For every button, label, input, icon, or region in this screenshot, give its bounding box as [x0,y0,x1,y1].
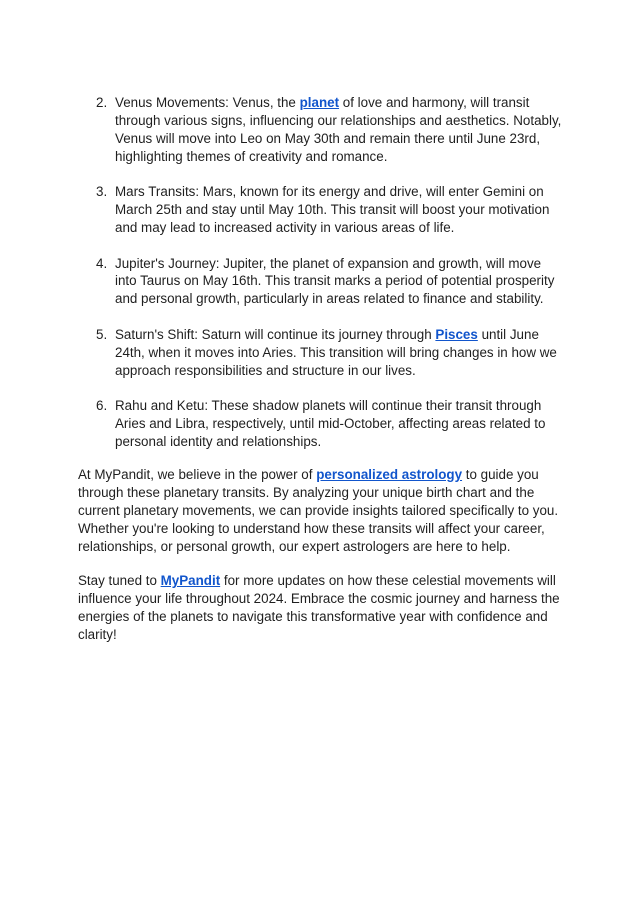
planetary-transit-list [78,94,562,468]
pisces-link[interactable]: Pisces [435,326,478,342]
personalized-astrology-link[interactable]: personalized astrology [316,467,463,482]
list-item-number: 3. [96,184,108,200]
list-item-mars [78,183,562,237]
mypandit-link[interactable]: MyPandit [160,573,221,588]
planet-link[interactable]: planet [299,95,340,110]
list-item-text: Jupiter's Journey: Jupiter, the planet of expansion and growth, will move into Taurus on May 16th. This transit marks a period of potential prosperity and personal growth, particularly in areas related to finance and stability. [115,255,555,307]
paragraph-text: Stay tuned to [78,573,161,588]
list-item-number: 4. [96,255,108,271]
list-item-rahu-ketu [78,397,562,451]
list-item-text: Mars Transits: Mars, known for its energy and drive, will enter Gemini on March 25th and stay until May 10th. This transit will boost your motivation and may lead to increased activity in various areas of life. [115,184,550,236]
list-item-saturn [78,326,562,380]
paragraph-mypandit-intro [78,466,562,556]
list-item-text: Venus Movements: Venus, the [115,95,300,110]
paragraph-text: to guide you through these planetary transits. By analyzing your unique birth chart and the current planetary movements, we can provide insights tailored specifically to you. Whether you're looking to understand how these transits will affect your career, relationships, or personal growth, our expert astrologers are here to help. [78,467,559,554]
paragraph-text: At MyPandit, we believe in the power of [78,467,317,482]
list-item-number: 6. [96,398,108,414]
list-item-text: of love and harmony, will transit through various signs, influencing our relationships and aesthetics. Notably, Venus will move into Leo on May 30th and remain there until June 23rd, highlighting themes of creativity and romance. [115,95,562,164]
paragraph-stay-tuned [78,572,562,644]
list-item-jupiter [78,255,562,309]
paragraph-text: for more updates on how these celestial movements will influence your life throughout 2024. Embrace the cosmic journey and harness the energies of the planets to navigate this transformative year with confidence and clarity! [78,573,560,642]
list-item-number: 2. [96,95,108,110]
list-item-text: Saturn's Shift: Saturn will continue its journey through [115,326,436,342]
list-item-venus [78,94,562,166]
list-item-text: until June 24th, when it moves into Aries. This transition will bring changes in how we approach responsibilities and structure in our lives. [115,326,557,378]
list-item-text: Rahu and Ketu: These shadow planets will continue their transit through Aries and Libra, respectively, until mid-October, affecting areas related to personal identity and relationships. [115,398,546,449]
list-item-number: 5. [96,326,108,342]
